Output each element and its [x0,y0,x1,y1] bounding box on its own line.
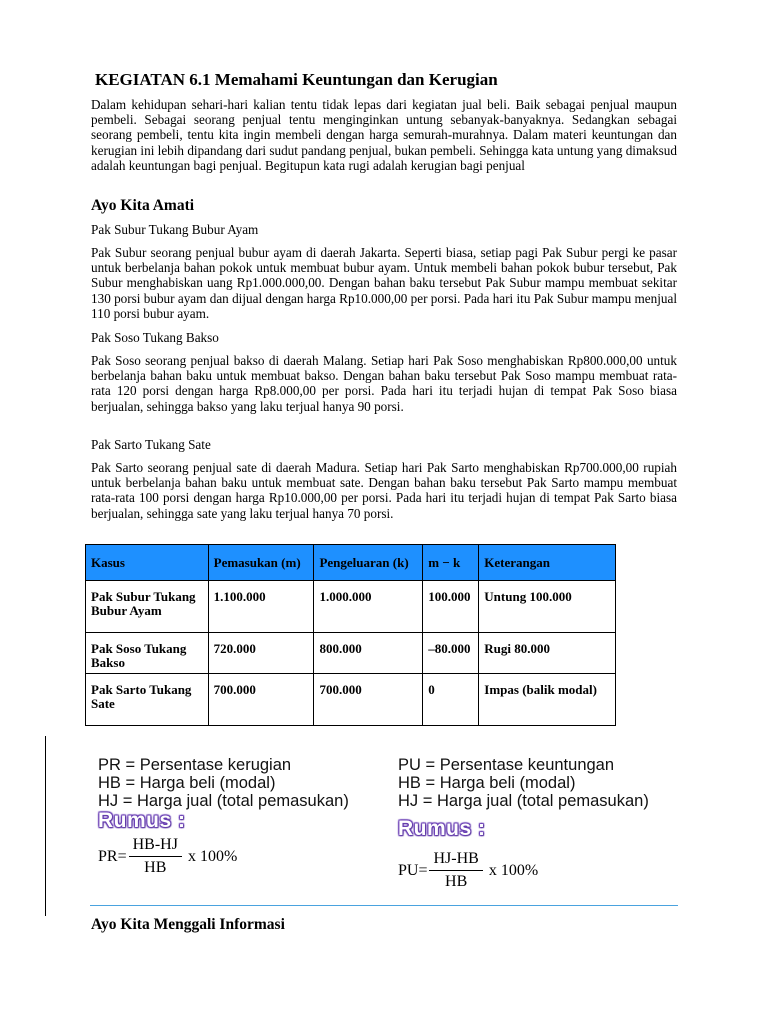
table-cell: 100.000 [423,581,479,633]
table-row [86,674,616,726]
definition-line: PR = Persentase kerugian [98,756,292,774]
page-title: KEGIATAN 6.1 Memahami Keuntungan dan Kerugian [95,70,498,89]
table-cell: 800.000 [314,633,423,674]
table-cell: 720.000 [208,633,314,674]
header-m-minus-k: m − k [423,545,479,581]
fraction-numerator: HB-HJ [129,836,182,857]
story-paragraph-soso: Pak Soso seorang penjual bakso di daerah Malang. Setiap hari Pak Soso menghabiskan Rp800.000,00 untuk berbelanja bahan baku untuk membuat bakso. Dengan bahan baku tersebut Pak Soso mampu membuat rata-rata 120 porsi dengan harga Rp8.000,00 per porsi. Pada hari itu terjadi hujan di tempat Pak Soso biasa berjualan, sehingga bakso yang laku terjual hanya 90 porsi. [91,353,677,414]
table-row [86,633,616,674]
definition-line: HJ = Harga jual (total pemasukan) [98,792,349,810]
definitions-keuntungan [398,756,649,810]
header-kasus: Kasus [86,545,209,581]
table-cell: 700.000 [314,674,423,726]
fraction-denominator: HB [144,859,167,876]
definition-line: HB = Harga beli (modal) [398,774,576,792]
heading-ayo-kita-amati: Ayo Kita Amati [91,197,195,214]
table-cell: 1.000.000 [314,581,423,633]
section-divider [90,905,678,906]
table-cell: –80.000 [423,633,479,674]
table-cell: Pak Sarto Tukang Sate [86,674,209,726]
formula-lhs: PR= [98,847,127,865]
table-cell: Impas (balik modal) [479,674,616,726]
table-cell: 0 [423,674,479,726]
fraction [429,850,482,891]
profit-loss-table [85,544,616,726]
formula-persentase-kerugian [98,836,237,877]
story-paragraph-sarto: Pak Sarto seorang penjual sate di daerah Madura. Setiap hari Pak Sarto menghabiskan Rp700.000,00 rupiah untuk berbelanja bahan baku untuk membuat sate. Dengan bahan baku tersebut Pak Sarto mampu membuat rata-rata 100 porsi dengan harga Rp10.000,00 per porsi. Pada hari itu terjadi hujan di tempat Pak Sarto biasa berjualan, sehingga sate yang laku terjual hanya 70 porsi. [91,460,677,521]
formula-persentase-keuntungan [398,850,538,891]
definition-line: HB = Harga beli (modal) [98,774,276,792]
definition-line: HJ = Harga jual (total pemasukan) [398,792,649,810]
story-paragraph-subur: Pak Subur seorang penjual bubur ayam di daerah Jakarta. Seperti biasa, setiap pagi Pak Subur pergi ke pasar untuk berbelanja bahan pokok untuk membuat bubur ayam. Untuk membeli bahan pokok bubur tersebut, Pak Subur menghabiskan uang Rp1.000.000,00. Dengan bahan baku tersebut Pak Subur mampu membuat sekitar 130 porsi bubur ayam dan dijual dengan harga Rp10.000,00 per porsi. Pada hari itu Pak Subur mampu menjual 110 porsi bubur ayam. [91,245,677,321]
table-cell: Untung 100.000 [479,581,616,633]
story-subtitle-subur: Pak Subur Tukang Bubur Ayam [91,222,259,237]
heading-ayo-kita-menggali-informasi: Ayo Kita Menggali Informasi [91,916,285,933]
table-cell: 700.000 [208,674,314,726]
rumus-label-right: Rumus : [398,817,486,840]
formula-multiplier: x 100% [187,847,238,865]
header-pengeluaran: Pengeluaran (k) [314,545,423,581]
definitions-kerugian [98,756,349,810]
definition-line: PU = Persentase keuntungan [398,756,615,774]
formula-lhs: PU= [398,861,428,879]
margin-bar [45,736,46,916]
fraction-numerator: HJ-HB [429,850,482,871]
table-row [86,581,616,633]
table-cell: Rugi 80.000 [479,633,616,674]
fraction [129,836,182,877]
story-subtitle-sarto: Pak Sarto Tukang Sate [91,437,211,452]
story-subtitle-soso: Pak Soso Tukang Bakso [91,330,219,345]
formula-multiplier: x 100% [488,861,539,879]
table-cell: 1.100.000 [208,581,314,633]
table-cell: Pak Subur Tukang Bubur Ayam [86,581,209,633]
table-cell: Pak Soso Tukang Bakso [86,633,209,674]
intro-paragraph: Dalam kehidupan sehari-hari kalian tentu tidak lepas dari kegiatan jual beli. Baik sebagai penjual maupun pembeli. Sebagai seorang penjual tentu menginginkan untung sebanyak-banyaknya. Sedangkan sebagai seorang pembeli, tentu kita ingin membeli dengan harga semurah-murahnya. Dalam materi keuntungan dan kerugian ini lebih dipandang dari sudut pandang penjual, bukan pembeli. Sehingga kata untung yang dimaksud adalah keuntungan bagi penjual. Begitupun kata rugi adalah kerugian bagi penjual [91,97,677,173]
header-pemasukan: Pemasukan (m) [208,545,314,581]
table-header-row [86,545,616,581]
rumus-label-left: Rumus : [98,809,186,832]
header-keterangan: Keterangan [479,545,616,581]
fraction-denominator: HB [445,873,468,890]
